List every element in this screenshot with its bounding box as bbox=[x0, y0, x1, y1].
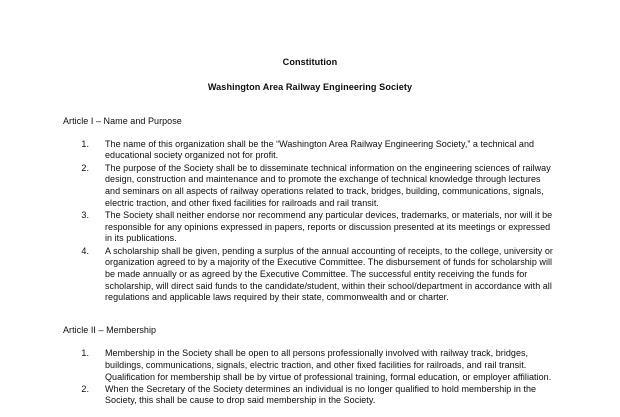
clause-text: A scholarship shall be given, pending a surplus of the annual accounting of receipts, to the college, university or organization agreed to by a majority of the Executive Committee. The disbursement of funds for scholarship will be made annually or as agreed by the Executive Committee. The successful entity receiving the funds for scholarship, will direct said funds to the candidate/student, within their school/department in accordance with all regulations and applicable laws required by their state, commonwealth and or charter. bbox=[105, 245, 553, 303]
clause-item bbox=[63, 348, 557, 383]
article-heading-1: Article I – Name and Purpose bbox=[63, 115, 182, 126]
clause-text: Membership in the Society shall be open to all persons professionally involved with railway track, bridges, buildings, communications, signals, electric traction, and other fixed facilities for railroads, and rail transit. Qualification for membership shall be by virtue of professional training, formal education, or employer affiliation. bbox=[105, 348, 552, 382]
clause-number: 1. bbox=[81, 348, 89, 359]
clause-text: The name of this organization shall be the “Washington Area Railway Engineering Society,” a technical and educational society organized not for profit. bbox=[105, 138, 535, 161]
clause-list-article-1 bbox=[63, 139, 557, 304]
clause-text: The Society shall neither endorse nor recommend any particular devices, trademarks, or materials, nor will it be responsible for any opinions expressed in papers, reports or discussion presented at its meetings or expressed in its publications. bbox=[105, 209, 553, 244]
article-heading-2: Article II – Membership bbox=[63, 325, 157, 336]
document-title: Constitution bbox=[282, 57, 338, 67]
clause-item bbox=[63, 246, 557, 305]
clause-number: 3. bbox=[81, 209, 89, 220]
clause-number: 2. bbox=[81, 383, 89, 394]
clause-number: 4. bbox=[81, 245, 89, 256]
document-subtitle: Washington Area Railway Engineering Society bbox=[207, 82, 413, 93]
clause-item bbox=[63, 139, 557, 162]
clause-number: 1. bbox=[81, 138, 89, 149]
clause-number: 2. bbox=[81, 162, 89, 173]
article-list bbox=[63, 115, 557, 408]
clause-item bbox=[63, 384, 557, 407]
clause-item bbox=[63, 210, 557, 245]
clause-item bbox=[63, 163, 557, 210]
clause-text: The purpose of the Society shall be to disseminate technical information on the engineering sciences of railway design, construction and maintenance and to promote the exchange of technical knowledge through lectures and seminars on all aspects of railway operations related to track, bridges, building, communications, signals, electric traction, and other fixed facilities for railroads and rail transit. bbox=[105, 162, 551, 208]
clause-text: When the Secretary of the Society determines an individual is no longer qualified to hold membership in the Society, this shall be cause to drop said membership in the Society. bbox=[105, 383, 537, 406]
clause-list-article-2 bbox=[63, 348, 557, 407]
